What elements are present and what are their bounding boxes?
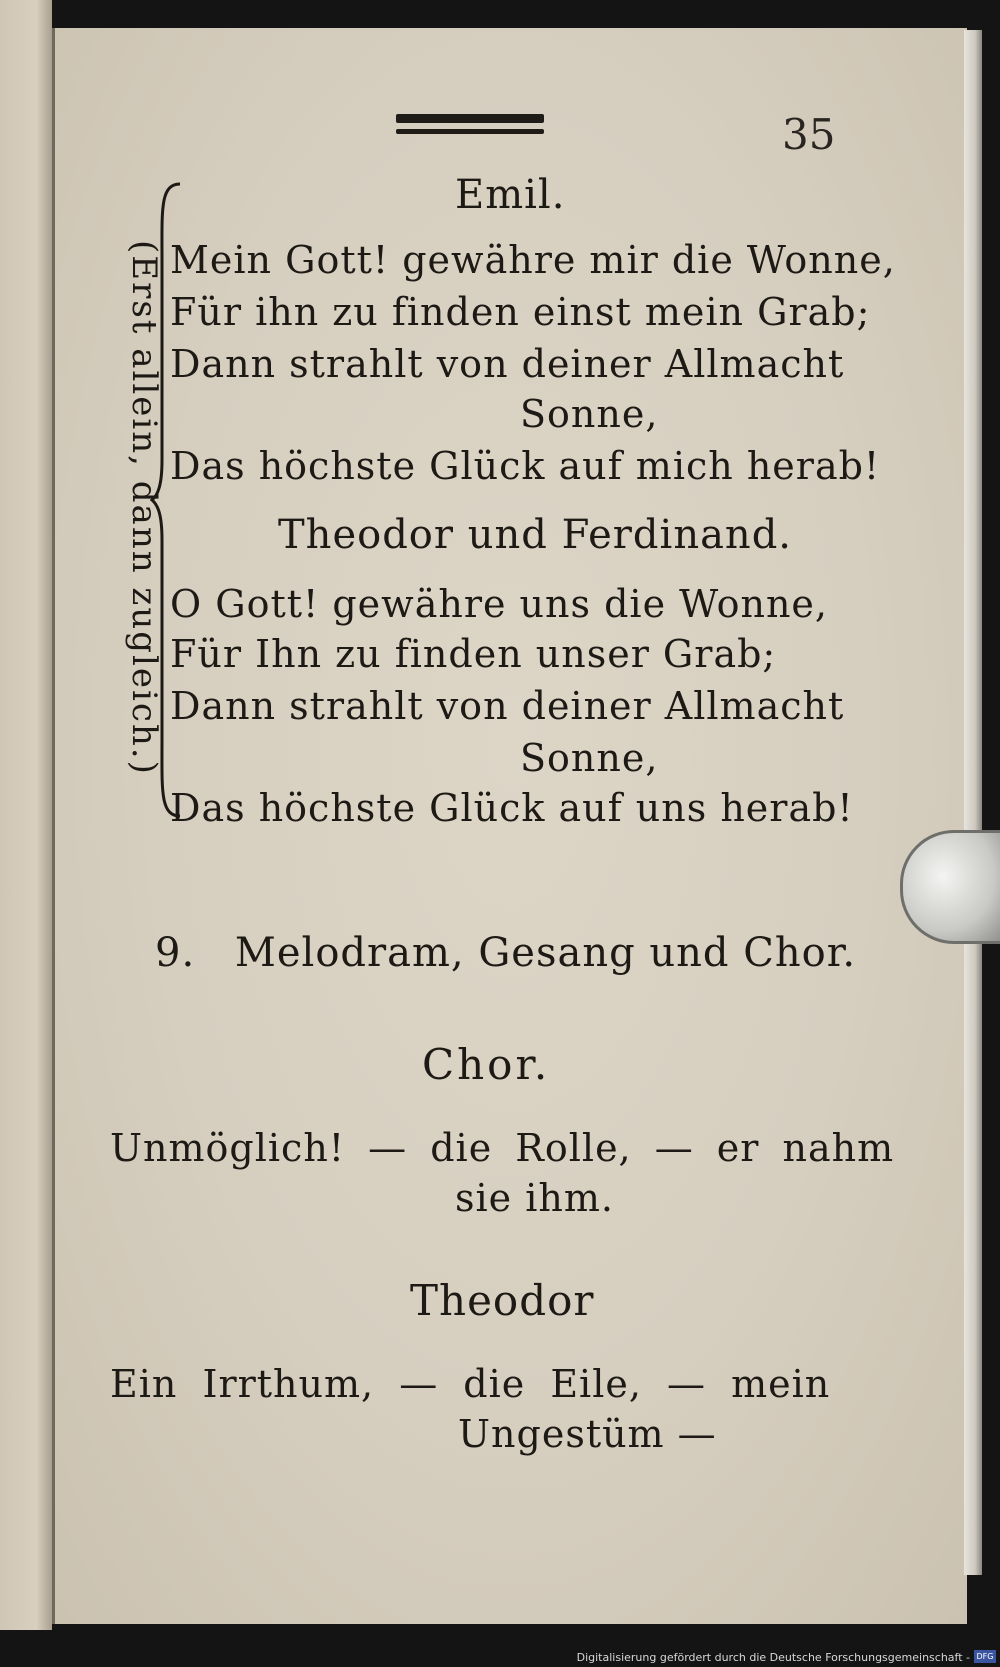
ornamental-rule [396,114,544,134]
dfg-logo: DFG [974,1650,996,1663]
section-title: Melodram, Gesang und Chor. [234,930,857,976]
page-stack-edge [964,30,982,1575]
speaker-theodor: Theodor [410,1276,595,1325]
speaker-chor: Chor. [422,1040,551,1089]
verse-line: Ein Irrthum, — die Eile, — mein [110,1362,831,1406]
verse-line: Das höchste Glück auf mich herab! [170,444,881,488]
verse-line: Dann strahlt von deiner Allmacht [170,342,845,386]
verse-line: Ungestüm — [458,1412,717,1456]
verse-line: Unmöglich! — die Rolle, — er nahm [110,1126,895,1170]
verse-line: sie ihm. [455,1176,614,1220]
verse-line: Das höchste Glück auf uns herab! [170,786,854,830]
verse-line: O Gott! gewähre uns die Wonne, [170,582,829,626]
rule-thick [396,114,544,123]
verse-line: Sonne, [520,392,659,436]
speaker-emil: Emil. [455,172,566,218]
section-number: 9. [155,930,196,976]
verse-line: Für Ihn zu finden unser Grab; [170,632,777,676]
footer-bar [0,1648,1000,1667]
verse-line: Mein Gott! gewähre mir die Wonne, [170,238,896,282]
number-heading [155,930,856,976]
speaker-theodor-ferdinand: Theodor und Ferdinand. [278,512,793,558]
verse-line: Dann strahlt von deiner Allmacht [170,684,845,728]
previous-page-edge [0,0,52,1630]
page-number: 35 [782,110,836,159]
verse-line: Für ihn zu finden einst mein Grab; [170,290,871,334]
paper-clip [900,830,1000,944]
stage-direction: (Erst allein, dann zugleich.) [124,240,164,776]
footer-credit: Digitalisierung gefördert durch die Deutsche Forschungsgemeinschaft - [576,1651,970,1664]
verse-line: Sonne, [520,736,659,780]
rule-thin [396,129,544,134]
